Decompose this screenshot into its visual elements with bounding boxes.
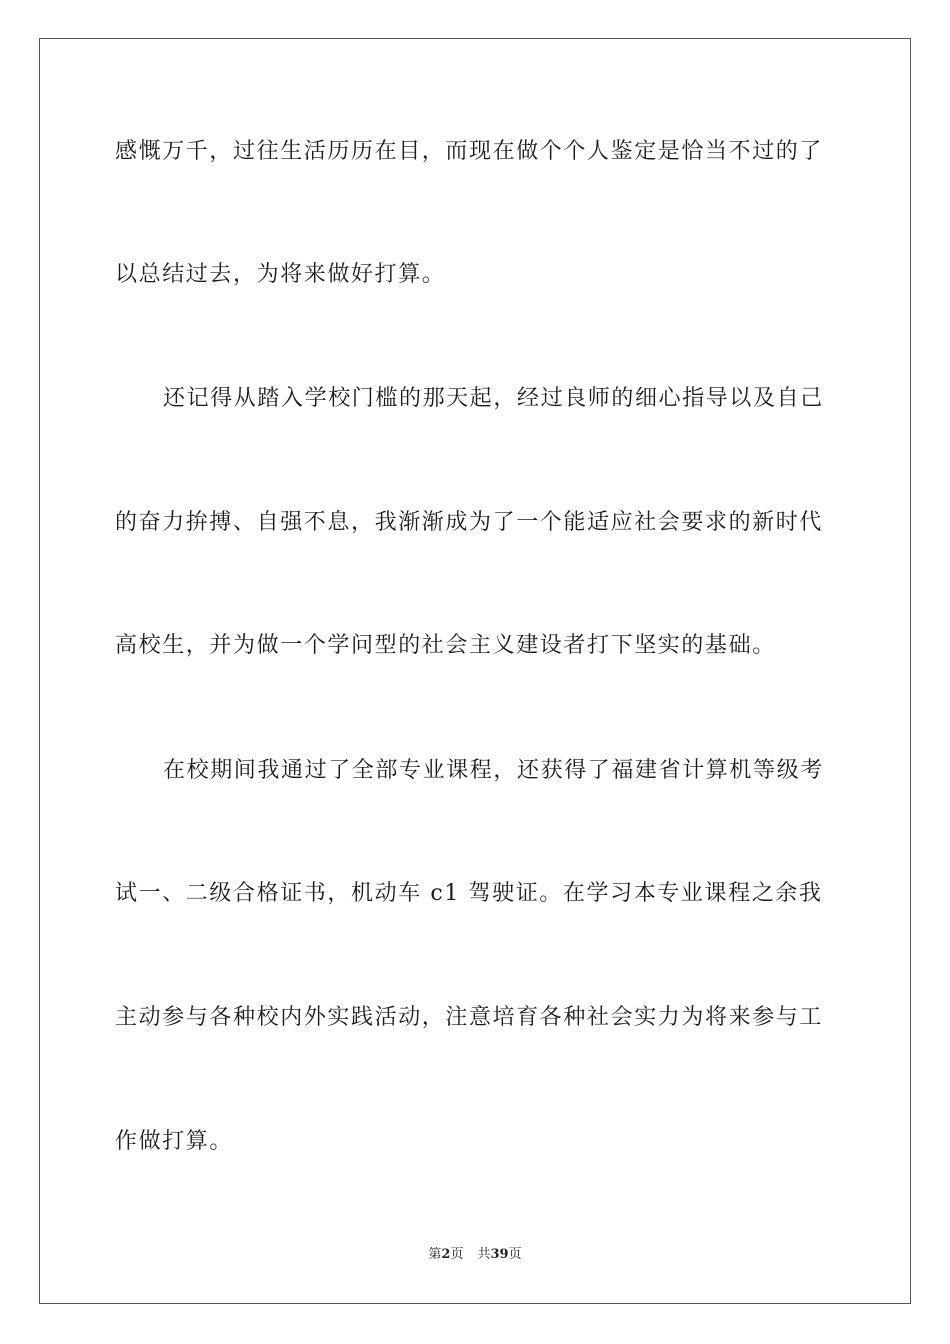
paragraph-1-line-2: 以总结过去，为将来做好打算。 — [115, 262, 446, 287]
paragraph-2-line-1: 还记得从踏入学校门槛的那天起，经过良师的细心指导以及自己 — [163, 386, 824, 411]
page-prefix: 第 — [428, 1247, 442, 1262]
page-border — [39, 38, 911, 1304]
page-footer — [0, 1246, 950, 1264]
paragraph-3-line-4: 作做打算。 — [115, 1129, 234, 1154]
total-prefix: 共 — [477, 1247, 491, 1262]
page-number: 2 — [441, 1247, 451, 1262]
paragraph-2-line-3: 高校生，并为做一个学问型的社会主义建设者打下坚实的基础。 — [115, 633, 776, 658]
paragraph-3-line-1: 在校期间我通过了全部专业课程，还获得了福建省计算机等级考 — [163, 758, 824, 783]
total-pages: 39 — [490, 1247, 509, 1262]
paragraph-3-line-3: 主动参与各种校内外实践活动，注意培育各种社会实力为将来参与工 — [115, 1005, 824, 1030]
paragraph-3-line-2: 试一、二级合格证书，机动车 c1 驾驶证。在学习本专业课程之余我 — [115, 881, 823, 906]
paragraph-2-line-2: 的奋力拚搏、自强不息，我渐渐成为了一个能适应社会要求的新时代 — [115, 510, 824, 535]
page-suffix: 页 — [450, 1247, 464, 1262]
total-suffix: 页 — [508, 1247, 522, 1262]
paragraph-1-line-1: 感慨万千，过往生活历历在目，而现在做个个人鉴定是恰当不过的了 — [115, 139, 824, 164]
